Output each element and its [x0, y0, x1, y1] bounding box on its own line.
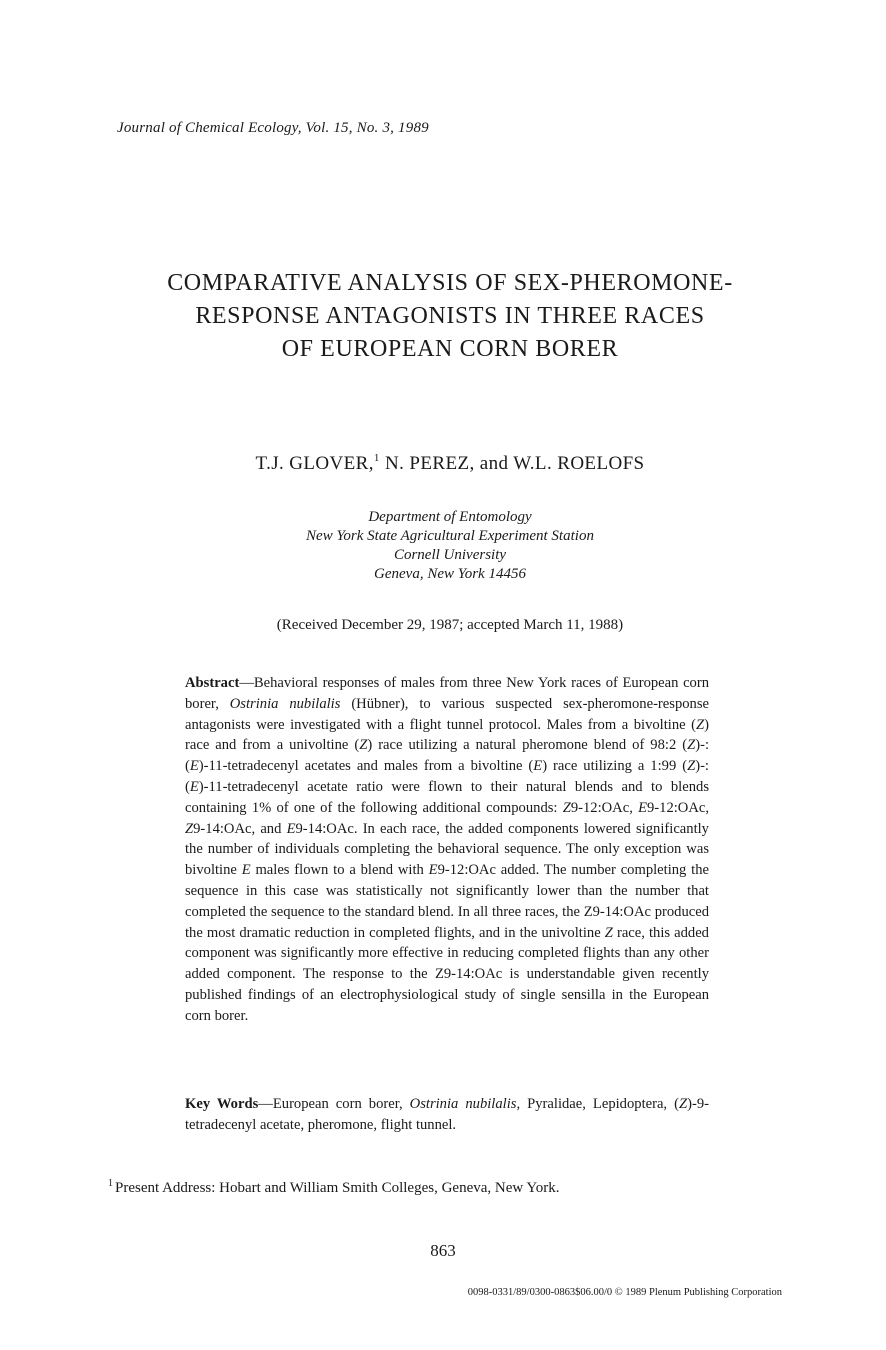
keywords-text: , Pyralidae, Lepidoptera, ( — [516, 1096, 679, 1112]
keywords — [185, 1094, 709, 1136]
isomer-e: E — [286, 820, 296, 837]
abstract-text: ) race utilizing a 1:99 ( — [542, 758, 688, 775]
abstract-text: )-:( — [185, 758, 709, 795]
keywords-label: Key Words — [185, 1096, 259, 1112]
isomer-z: Z — [687, 758, 696, 775]
isomer-e: E — [189, 758, 199, 775]
title-line-2: RESPONSE ANTAGONISTS IN THREE RACES — [195, 303, 705, 329]
title-line-3: OF EUROPEAN CORN BORER — [281, 336, 619, 362]
isomer-e: E — [241, 862, 251, 879]
footnote-text: Present Address: Hobart and William Smith Colleges, Geneva, New York. — [115, 1180, 560, 1196]
abstract-text: (Hübner), to various suspected sex-pheromone-response antagonists were investigated with a flight tunnel protocol. Males from a bivoltine ( — [185, 695, 709, 733]
received-dates: (Received December 29, 1987; accepted March 11, 1988) — [276, 617, 624, 633]
isomer-z: Z — [562, 799, 571, 816]
abstract-text: )-11-tetradecenyl acetate ratio were flown to their natural blends and to blends containing 1% of one of the following additional compounds: — [185, 778, 709, 816]
journal-citation: Journal of Chemical Ecology, Vol. 15, No. 3, 1989 — [117, 120, 429, 136]
species-name: Ostrinia nubilalis — [229, 695, 341, 712]
footnote-marker: 1 — [373, 452, 380, 464]
isomer-e: E — [638, 799, 647, 816]
author-list — [60, 452, 840, 475]
copyright-line: 0098-0331/89/0300-0863$06.00/0 © 1989 Plenum Publishing Corporation — [467, 1287, 782, 1298]
paper-title — [60, 267, 840, 366]
affiliation-station: New York State Agricultural Experiment Station — [306, 528, 594, 544]
footnote-mark: 1 — [108, 1178, 113, 1189]
abstract-text: 9-12:OAc, — [570, 799, 639, 816]
isomer-e: E — [533, 758, 543, 775]
species-name: Ostrinia nubilalis — [409, 1096, 517, 1112]
abstract-label: Abstract — [185, 675, 240, 691]
author-glover: T.J. GLOVER, — [255, 453, 374, 474]
author-others: N. PEREZ, and W.L. ROELOFS — [379, 453, 645, 474]
footnote — [108, 1178, 560, 1197]
abstract-text: males flown to a blend with — [250, 862, 429, 879]
isomer-z: Z — [678, 1096, 688, 1112]
abstract-text: )-:( — [185, 737, 709, 775]
abstract-text: 9-12:OAc added. The number completing the sequence in this case was statistically not significantly lower than the number that completed the sequence to the standard blend. In all three races, the Z9-14:OAc produced the most dramatic reduction in completed flights, and in the univoltine — [185, 862, 709, 941]
abstract-text: ) race and from a univoltine ( — [185, 716, 709, 754]
title-line-1: COMPARATIVE ANALYSIS OF SEX-PHEROMONE- — [167, 270, 733, 296]
isomer-e: E — [189, 778, 199, 795]
abstract-text: 9-14:OAc. In each race, the added components lowered significantly the number of individuals completing the behavioral sequence. The only exception was bivoltine — [185, 820, 709, 879]
abstract-text: 9-12:OAc, — [646, 799, 709, 816]
affiliation — [60, 508, 840, 584]
abstract-text: ) race utilizing a natural pheromone blend of 98:2 ( — [367, 737, 688, 754]
abstract-text: 9-14:OAc, and — [193, 820, 287, 837]
page-number: 863 — [430, 1241, 456, 1260]
isomer-e: E — [428, 862, 438, 879]
affiliation-city: Geneva, New York 14456 — [374, 566, 526, 582]
abstract-text: )-11-tetradecenyl acetates and males from a bivoltine ( — [198, 758, 534, 775]
keywords-text: —European corn borer, — [258, 1096, 410, 1112]
isomer-z: Z — [185, 820, 194, 837]
abstract-text: race, this added component was significantly more effective in reducing completed flights than any other added component. The response to the Z9-14:OAc is understandable given recently published findings of an electrophysiological study of single sensilla in the European corn borer. — [185, 924, 709, 1024]
abstract-text: —Behavioral responses of males from three New York races of European corn borer, — [185, 675, 709, 712]
isomer-z: Z — [687, 737, 696, 754]
affiliation-university: Cornell University — [393, 547, 507, 563]
isomer-z: Z — [359, 737, 368, 754]
isomer-z: Z — [604, 924, 613, 941]
affiliation-department: Department of Entomology — [368, 509, 532, 525]
abstract — [185, 673, 709, 1027]
isomer-z: Z — [696, 716, 705, 733]
keywords-text: )-9-tetradecenyl acetate, pheromone, flight tunnel. — [185, 1096, 709, 1133]
